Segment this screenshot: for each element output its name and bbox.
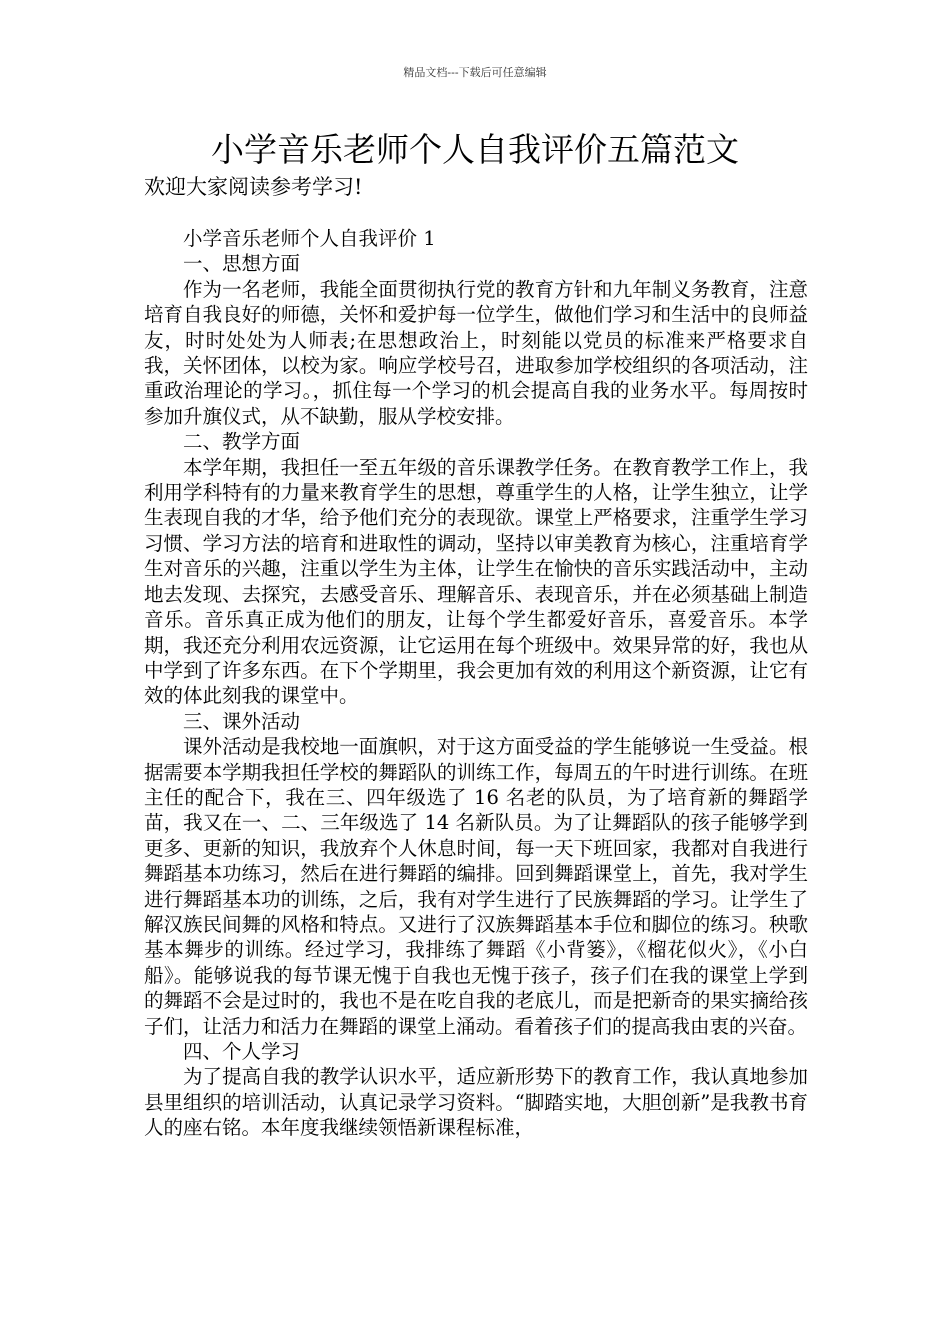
section-paragraph: 课外活动是我校地一面旗帜，对于这方面受益的学生能够说一生受益。根据需要本学期我担任学校的舞蹈队的训练工作，每周五的午时进行训练。在班主任的配合下，我在三、四年级选了 16 名老的队员，为了培育新的舞蹈学苗，我又在一、二、三年级选了 14 名新队员。为了让舞蹈队的孩子能够学到更多、更新的知识，我放弃个人休息时间，每一天下班回家，我都对自我进行舞蹈基本功练习，然后在进行舞蹈的编排。回到舞蹈课堂上，首先，我对学生进行舞蹈基本功的训练，之后，我有对学生进行了民族舞蹈的学习。让学生了解汉族民间舞的风格和特点。又进行了汉族舞蹈基本手位和脚位的练习。秧歌基本舞步的训练。经过学习，我排练了舞蹈《小背篓》，《榴花似火》，《小白船》。能够说我的每节课无愧于自我也无愧于孩子，孩子们在我的课堂上学到的舞蹈不会是过时的，我也不是在吃自我的老底儿，而是把新奇的果实摘给孩子们，让活力和活力在舞蹈的课堂上涌动。看着孩子们的提高我由衷的兴奋。 [144,735,808,1038]
section-paragraph: 作为一名老师，我能全面贯彻执行党的教育方针和九年制义务教育，注意培育自我良好的师德，关怀和爱护每一位学生，做他们学习和生活中的良师益友，时时处处为人师表;在思想政治上，时刻能以党员的标准来严格要求自我，关怀团体，以校为家。响应学校号召，进取参加学校组织的各项活动，注重政治理论的学习。，抓住每一个学习的机会提高自我的业务水平。每周按时参加升旗仪式，从不缺勤，服从学校安排。 [144,277,808,428]
section-paragraph: 为了提高自我的教学认识水平，适应新形势下的教育工作，我认真地参加县里组织的培训活动，认真记录学习资料。“脚踏实地，大胆创新”是我教书育人的座右铭。本年度我继续领悟新课程标准， [144,1065,808,1140]
document-title: 小学音乐老师个人自我评价五篇范文 [211,130,739,169]
essay-body [144,226,808,1141]
section-heading: 三、课外活动 [183,709,301,733]
header-note: 精品文档---下载后可任意编辑 [403,66,547,79]
section-paragraph: 本学年期，我担任一至五年级的音乐课教学任务。在教育教学工作上，我利用学科特有的力量来教育学生的思想，尊重学生的人格，让学生独立，让学生表现自我的才华，给予他们充分的表现欲。课堂上严格要求，注重学生学习习惯、学习方法的培育和进取性的调动，坚持以审美教育为核心，注重培育学生对音乐的兴趣，注重以学生为主体，让学生在愉快的音乐实践活动中，主动地去发现、去探究，去感受音乐、理解音乐、表现音乐，并在必须基础上制造音乐。音乐真正成为他们的朋友，让每个学生都爱好音乐，喜爱音乐。本学期，我还充分利用农远资源，让它运用在每个班级中。效果异常的好，我也从中学到了许多东西。在下个学期里，我会更加有效的利用这个新资源，让它有效的体此刻我的课堂中。 [144,455,808,708]
section-heading: 一、思想方面 [183,252,301,276]
essay-title: 小学音乐老师个人自我评价 1 [183,227,436,250]
section-heading: 四、个人学习 [183,1040,301,1063]
welcome-line: 欢迎大家阅读参考学习! [144,175,363,199]
section-heading: 二、教学方面 [183,430,301,454]
